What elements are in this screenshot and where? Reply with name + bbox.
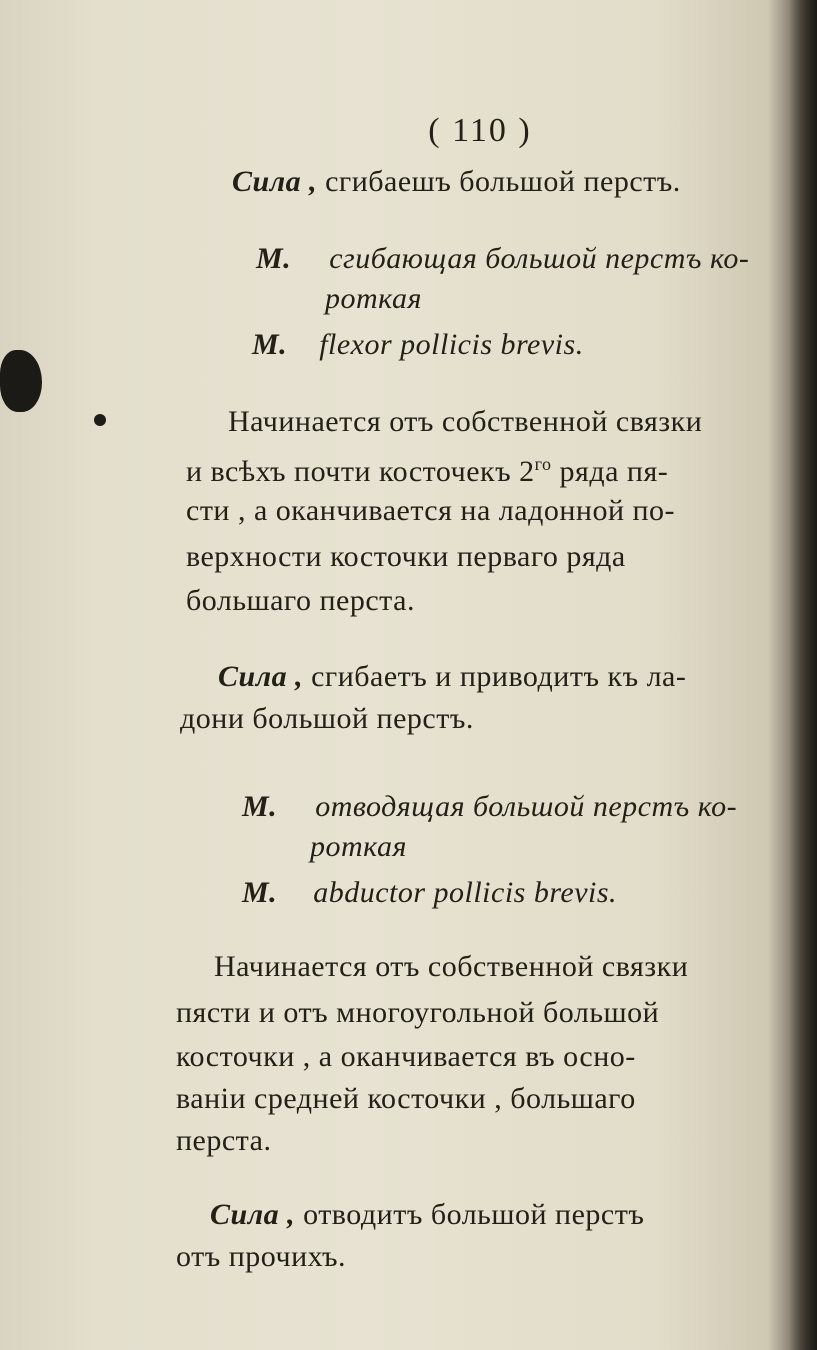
paragraph-line bbox=[186, 454, 668, 489]
paragraph-text: и всѣхъ почти косточекъ 2 bbox=[186, 455, 535, 488]
paragraph-line: Начинается отъ собственной связки bbox=[214, 950, 689, 983]
action-continuation: дони большой перстъ. bbox=[180, 702, 474, 735]
action-line-2 bbox=[218, 660, 686, 694]
muscle-latin-name: abductor pollicis brevis. bbox=[313, 876, 618, 909]
paragraph-line: перста. bbox=[176, 1124, 272, 1157]
action-label: Сила , bbox=[218, 660, 304, 693]
paragraph-line: сти , а оканчивается на ладонной по- bbox=[186, 494, 676, 527]
muscle-name-continuation: роткая bbox=[325, 282, 422, 315]
muscle-marker: М. bbox=[256, 242, 292, 275]
ink-dot bbox=[94, 414, 106, 426]
action-label: Сила , bbox=[232, 165, 318, 198]
paragraph-text: ряда пя- bbox=[559, 455, 669, 488]
ink-blot bbox=[0, 350, 42, 412]
muscle-marker: М. bbox=[252, 328, 288, 361]
paragraph-line: косточки , а оканчивается въ осно- bbox=[176, 1040, 636, 1073]
page-number: ( 110 ) bbox=[428, 112, 532, 149]
paragraph-line: верхности косточки перваго ряда bbox=[186, 540, 626, 573]
muscle-latin-line bbox=[242, 876, 617, 910]
action-text: отводитъ большой перстъ bbox=[303, 1198, 645, 1231]
superscript: го bbox=[534, 454, 552, 474]
muscle-name-line bbox=[256, 242, 749, 276]
action-text: сгибаешъ большой перстъ. bbox=[325, 165, 681, 198]
muscle-latin-name: flexor pollicis brevis. bbox=[319, 328, 584, 361]
action-line-1 bbox=[232, 165, 681, 199]
action-line-3 bbox=[210, 1198, 644, 1232]
paragraph-line: ванiи средней косточки , большаго bbox=[176, 1082, 636, 1115]
spine-shadow bbox=[789, 0, 817, 1350]
muscle-name-line bbox=[242, 790, 737, 824]
paragraph-line: большаго перста. bbox=[186, 584, 415, 617]
action-label: Сила , bbox=[210, 1198, 296, 1231]
paragraph-line: Начинается отъ собственной связки bbox=[228, 405, 703, 438]
muscle-name-continuation: роткая bbox=[310, 830, 407, 863]
action-continuation: отъ прочихъ. bbox=[176, 1240, 347, 1273]
muscle-latin-line bbox=[252, 328, 584, 362]
action-text: сгибаетъ и приводитъ къ ла- bbox=[311, 660, 687, 693]
muscle-marker: М. bbox=[242, 790, 278, 823]
paragraph-line: пясти и отъ многоугольной большой bbox=[176, 996, 660, 1029]
muscle-russian-name: сгибающая большой перстъ ко- bbox=[329, 242, 750, 275]
muscle-russian-name: отводящая большой перстъ ко- bbox=[315, 790, 738, 823]
muscle-marker: М. bbox=[242, 876, 278, 909]
